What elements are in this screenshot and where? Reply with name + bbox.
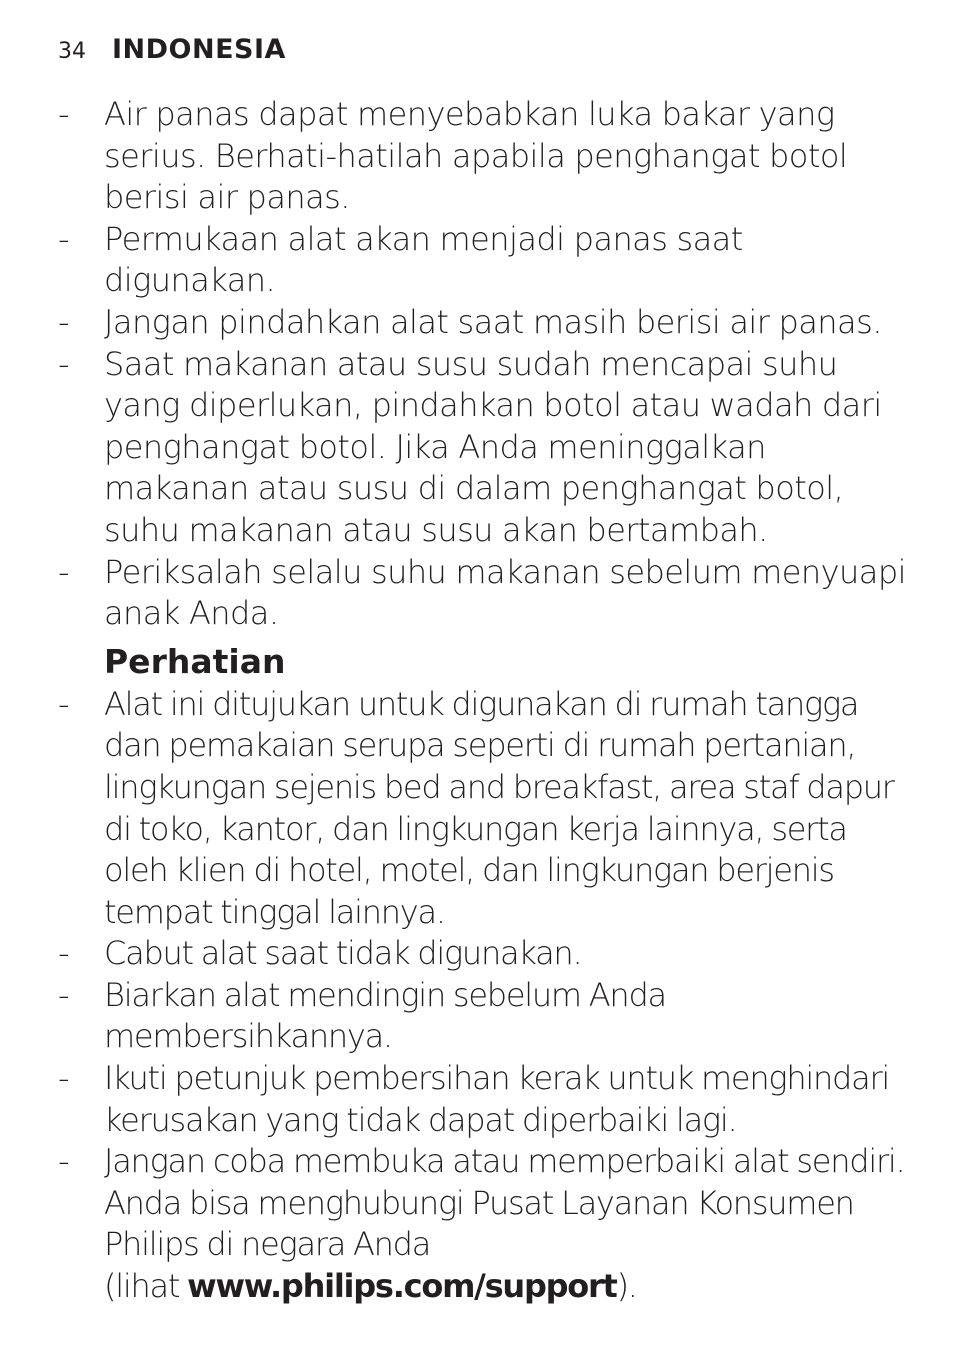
item-text: Jangan pindahkan alat saat masih berisi air panas. xyxy=(104,302,882,341)
caution-list xyxy=(56,684,916,1308)
list-item xyxy=(56,933,916,975)
warning-list xyxy=(56,94,916,635)
item-text: Jangan coba membuka atau memperbaiki alat sendiri. Anda bisa menghubungi Pusat Layanan Konsumen Philips di negara Anda xyxy=(104,1142,905,1264)
page-number: 34 xyxy=(58,39,86,64)
caution-heading: Perhatian xyxy=(104,641,286,681)
item-text: Saat makanan atau susu sudah mencapai suhu yang diperlukan, pindahkan botol atau wadah dari penghangat botol. Jika Anda meninggalkan makanan atau susu di dalam penghangat botol, suhu makanan atau susu akan bertambah. xyxy=(104,344,882,549)
list-item xyxy=(56,302,916,344)
list-item xyxy=(56,552,916,635)
list-item xyxy=(56,684,916,934)
bullet-dash: - xyxy=(58,934,69,973)
bullet-dash: - xyxy=(58,684,69,723)
page-header xyxy=(58,34,286,74)
link-prefix: (lihat xyxy=(104,1267,188,1306)
bullet-dash: - xyxy=(58,975,69,1014)
page-content xyxy=(56,94,916,1308)
item-text: Ikuti petunjuk pembersihan kerak untuk menghindari kerusakan yang tidak dapat diperbaiki lagi. xyxy=(104,1059,889,1139)
item-text: Biarkan alat mendingin sebelum Anda membersihkannya. xyxy=(104,975,666,1056)
item-text: Cabut alat saat tidak digunakan. xyxy=(104,934,582,973)
section-title: INDONESIA xyxy=(112,34,286,65)
list-item xyxy=(56,344,916,552)
list-item xyxy=(56,219,916,302)
bullet-dash: - xyxy=(58,552,69,591)
bullet-dash: - xyxy=(58,219,69,258)
item-text: Alat ini ditujukan untuk digunakan di rumah tangga dan pemakaian serupa seperti di rumah pertanian, lingkungan sejenis bed and breakfast, area staf dapur di toko, kantor, dan lingkungan kerja lainnya, serta oleh klien di hotel, motel, dan lingkungan berjenis tempat tinggal lainnya. xyxy=(104,684,894,931)
list-item xyxy=(56,975,916,1058)
support-link[interactable]: www.philips.com/support xyxy=(187,1267,617,1306)
list-item xyxy=(56,94,916,219)
list-item xyxy=(56,1141,916,1307)
bullet-dash: - xyxy=(58,344,69,383)
bullet-dash: - xyxy=(58,1059,69,1098)
item-text: Permukaan alat akan menjadi panas saat digunakan. xyxy=(104,219,743,300)
item-text: Periksalah selalu suhu makanan sebelum menyuapi anak Anda. xyxy=(104,552,906,633)
link-suffix: ). xyxy=(616,1267,637,1306)
bullet-dash: - xyxy=(58,95,69,133)
bullet-dash: - xyxy=(58,302,69,341)
list-item xyxy=(56,1058,916,1141)
item-text: Air panas dapat menyebabkan luka bakar yang serius. Berhati-hatilah apabila penghangat botol berisi air panas. xyxy=(104,95,848,217)
bullet-dash: - xyxy=(58,1142,69,1181)
